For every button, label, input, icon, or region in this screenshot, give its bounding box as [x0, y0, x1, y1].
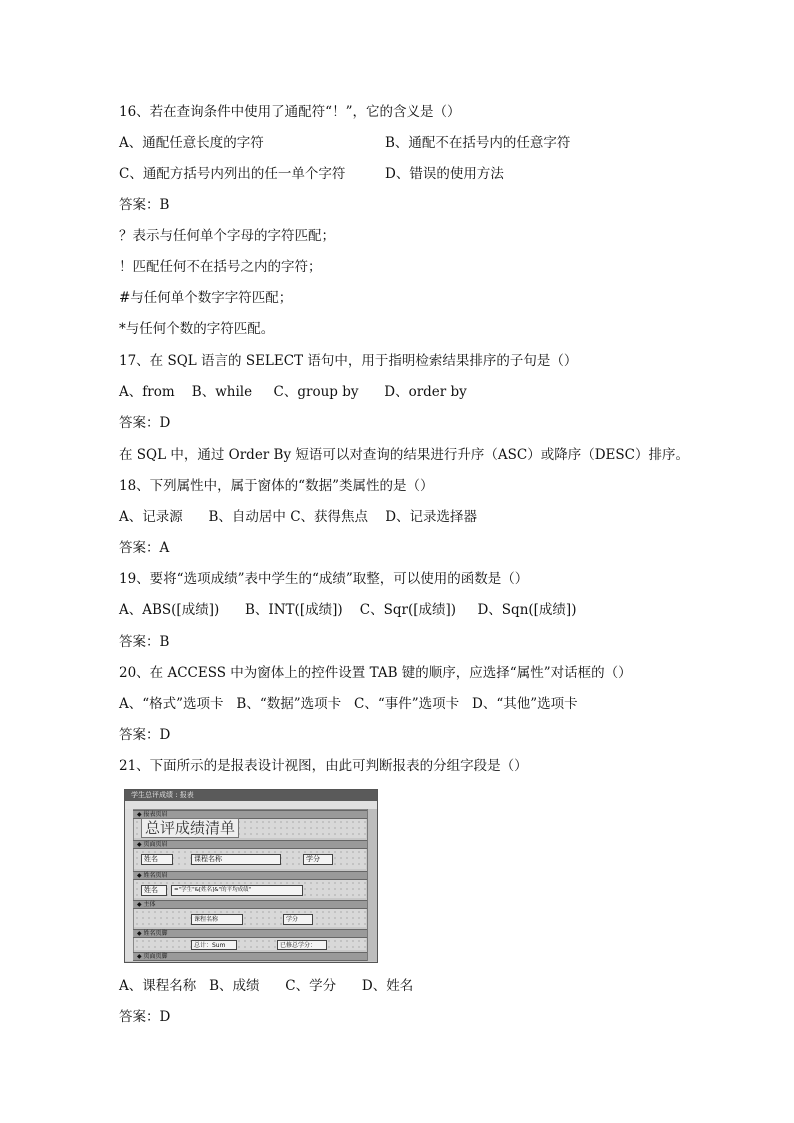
band-report-header: ◆ 报表页眉: [133, 810, 367, 819]
question-19-stem: 19、要将“选项成绩”表中学生的“成绩”取整，可以使用的函数是（）: [119, 571, 529, 587]
group-footer-area: [134, 938, 366, 950]
question-16-note: ！匹配任何不在括号之内的字符；: [119, 259, 322, 275]
question-16-option-c: C、通配方括号内列出的任一单个字符: [119, 166, 346, 182]
field-name: 姓名: [141, 885, 167, 896]
question-18-stem: 18、下列属性中，属于窗体的“数据”类属性的是（）: [119, 478, 434, 494]
window-title: 学生总评成绩 : 报表: [131, 791, 194, 799]
question-17-options: A、from B、while C、group by D、order by: [119, 384, 467, 400]
question-18-options: A、记录源 B、自动居中 C、获得焦点 D、记录选择器: [119, 509, 478, 525]
question-17-answer: 答案：D: [119, 415, 171, 431]
field-total-credit: 已修总学分：: [277, 940, 327, 950]
band-page-footer: ◆ 页面页脚: [133, 952, 367, 961]
report-title-label: 总评成绩清单: [141, 818, 239, 838]
question-21-stem: 21、下面所示的是报表设计视图，由此可判断报表的分组字段是（）: [119, 758, 528, 774]
question-16-option-a: A、通配任意长度的字符: [119, 135, 264, 151]
label-name: 姓名: [141, 854, 173, 865]
question-16-answer: 答案：B: [119, 197, 170, 213]
detail-area: [134, 909, 366, 927]
question-21-options: A、课程名称 B、成绩 C、学分 D、姓名: [119, 978, 414, 994]
question-17-stem: 17、在 SQL 语言的 SELECT 语句中，用于指明检索结果排序的子句是（）: [119, 353, 578, 369]
question-16-note: #与任何单个数字字符匹配；: [119, 290, 293, 306]
label-credit: 学分: [303, 854, 333, 865]
vertical-scrollbar: [367, 809, 377, 961]
question-17-note: 在 SQL 中，通过 Order By 短语可以对查询的结果进行升序（ASC）或降序（DESC）排序。: [119, 447, 689, 463]
question-16-note: *与任何个数的字符匹配。: [119, 321, 275, 337]
question-19-answer: 答案：B: [119, 634, 170, 650]
field-course: 课程名称: [191, 914, 243, 925]
window-titlebar: [125, 790, 377, 801]
report-design-view-figure: [124, 789, 378, 963]
question-16-stem: 16、若在查询条件中使用了通配符“！”，它的含义是（）: [119, 104, 461, 120]
question-16-option-d: D、错误的使用方法: [385, 166, 504, 182]
question-20-stem: 20、在 ACCESS 中为窗体上的控件设置 TAB 键的顺序，应选择“属性”对话框的（）: [119, 665, 632, 681]
vertical-ruler: [125, 809, 134, 961]
band-page-header: ◆ 页面页眉: [133, 840, 367, 849]
band-group-header: ◆ 姓名页眉: [133, 871, 367, 880]
field-formula: ="学生"&[姓名]&"的平均成绩": [171, 885, 303, 896]
question-21-answer: 答案：D: [119, 1009, 171, 1025]
field-credit: 学分: [283, 914, 313, 925]
question-19-options: A、ABS([成绩]) B、INT([成绩]) C、Sqr([成绩]) D、Sqn([成绩]): [119, 602, 577, 618]
question-16-option-b: B、通配不在括号内的任意字符: [385, 135, 571, 151]
question-20-answer: 答案：D: [119, 727, 171, 743]
question-16-note: ？表示与任何单个字母的字符匹配；: [119, 228, 335, 244]
question-20-options: A、“格式”选项卡 B、“数据”选项卡 C、“事件”选项卡 D、“其他”选项卡: [119, 696, 578, 712]
band-detail: ◆ 主体: [133, 900, 367, 909]
question-18-answer: 答案：A: [119, 540, 170, 556]
band-group-footer: ◆ 姓名页脚: [133, 929, 367, 938]
field-sum: 总计：Sum: [191, 940, 237, 950]
label-course: 课程名称: [191, 854, 281, 865]
